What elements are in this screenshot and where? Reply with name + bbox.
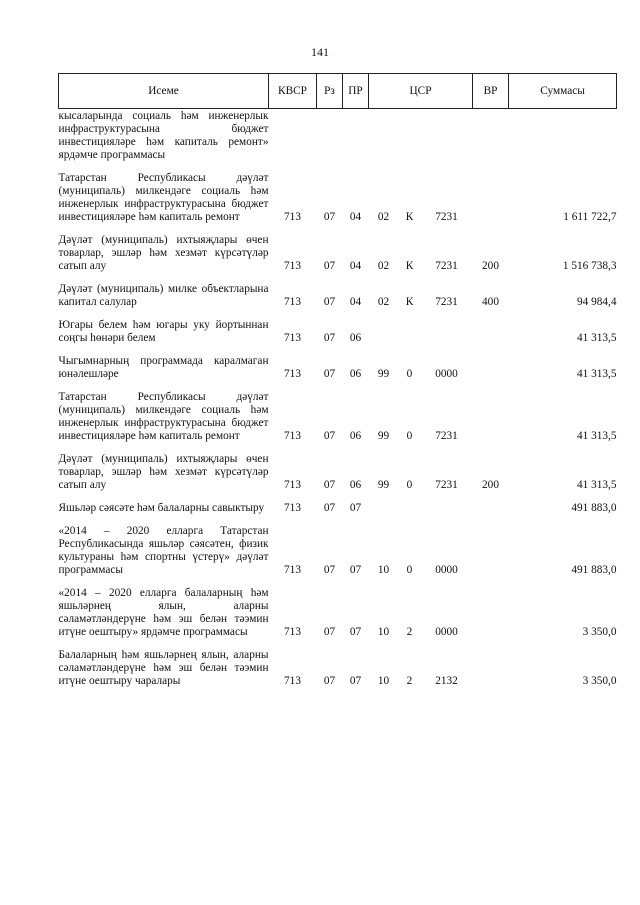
row-kvsr: 713: [284, 296, 301, 308]
row-csr-direction: 7231: [435, 296, 458, 308]
row-spacer: [59, 492, 617, 502]
row-vr: [473, 649, 509, 688]
row-csr-direction: 0000: [435, 564, 458, 576]
row-pr: 04: [349, 211, 362, 223]
row-kvsr: 713: [284, 675, 301, 687]
row-kvsr: 713: [284, 502, 301, 514]
row-rz: 07: [323, 564, 336, 576]
row-sum: 3 350,0: [582, 675, 617, 687]
row-pr: 07: [349, 564, 362, 576]
row-spacer: [59, 381, 617, 391]
row-rz: [317, 109, 343, 163]
row-csr-program: [369, 109, 399, 163]
row-spacer-cell: [59, 309, 617, 319]
row-csr-program: 10: [377, 564, 390, 576]
row-sum: 41 313,5: [576, 479, 617, 491]
row-csr-direction: 7231: [435, 430, 458, 442]
row-spacer-cell: [59, 639, 617, 649]
row-rz: 07: [323, 626, 336, 638]
row-spacer-cell: [59, 224, 617, 234]
row-csr-direction: 0000: [435, 368, 458, 380]
table-row: [59, 502, 617, 515]
table-header-row: [59, 74, 617, 109]
header-vr: ВР: [473, 74, 509, 109]
header-name: Исеме: [59, 74, 269, 109]
page-number: 141: [311, 45, 329, 59]
row-vr: [473, 502, 509, 515]
row-sum: 1 611 722,7: [563, 211, 617, 223]
row-vr: [473, 587, 509, 639]
row-csr-subprogram: 0: [406, 430, 413, 442]
row-csr-direction: 2132: [435, 675, 458, 687]
row-rz: 07: [323, 296, 336, 308]
row-sum: 41 313,5: [576, 368, 617, 380]
row-spacer: [59, 224, 617, 234]
row-csr-direction: 7231: [435, 211, 458, 223]
row-spacer-cell: [59, 443, 617, 453]
row-pr: 06: [349, 479, 362, 491]
row-vr: [473, 172, 509, 224]
row-spacer: [59, 515, 617, 525]
row-csr-program: 99: [377, 430, 390, 442]
row-name: кысаларында социаль һәм инженерлык инфраструктурасына бюджет инвестицияләре һәм капиталь ремонт» ярдәмче программасы: [58, 110, 269, 161]
row-rz: 07: [323, 368, 336, 380]
row-name: Дәүләт (муниципаль) ихтыяҗлары өчен товарлар, эшләр һәм хезмәт күрсәтүләр сатып алу: [58, 234, 269, 272]
table-row: [59, 234, 617, 273]
row-csr-subprogram: К: [405, 211, 414, 223]
row-spacer: [59, 443, 617, 453]
row-kvsr: 713: [284, 479, 301, 491]
row-name: «2014 – 2020 елларга Татарстан Республикасында яшьләр сәясәтен, физик культураны һәм спортны үстерү» дәүләт программасы: [58, 525, 269, 576]
row-kvsr: 713: [284, 430, 301, 442]
row-pr: 04: [349, 260, 362, 272]
row-vr: [473, 319, 509, 345]
header-rz: Рз: [317, 74, 343, 109]
table-row: [59, 172, 617, 224]
row-spacer: [59, 162, 617, 172]
row-csr-subprogram: К: [405, 260, 414, 272]
row-kvsr: 713: [284, 626, 301, 638]
row-spacer: [59, 273, 617, 283]
row-kvsr: 713: [284, 211, 301, 223]
row-sum: 41 313,5: [576, 430, 617, 442]
row-spacer: [59, 639, 617, 649]
row-name: Яшьләр сәясәте һәм балаларны савыктыру: [58, 502, 265, 514]
table-body: [59, 109, 617, 689]
row-name: Татарстан Республикасы дәүләт (муниципаль) милкендәге социаль һәм инженерлык инфраструктурасына бюджет инвестицияләре һәм капиталь ремонт: [58, 391, 269, 442]
row-pr: [343, 109, 369, 163]
table-row: [59, 391, 617, 443]
row-csr-direction: 7231: [435, 479, 458, 491]
row-csr-program: [369, 319, 399, 345]
row-rz: 07: [323, 430, 336, 442]
row-csr-direction: [421, 319, 473, 345]
row-name: «2014 – 2020 елларга балаларның һәм яшьләрнең ялын, аларны сәламәтләндерүне һәм эш белән тәэмин итүне оештыру» ярдәмче программасы: [58, 587, 269, 638]
row-csr-direction: [421, 109, 473, 163]
table-row: [59, 453, 617, 492]
row-csr-direction: 0000: [435, 626, 458, 638]
row-pr: 07: [349, 626, 362, 638]
row-kvsr: 713: [284, 368, 301, 380]
row-csr-subprogram: 0: [406, 368, 413, 380]
row-spacer-cell: [59, 162, 617, 172]
row-vr: [473, 525, 509, 577]
row-csr-direction: [421, 502, 473, 515]
row-pr: 07: [349, 675, 362, 687]
header-sum: Суммасы: [509, 74, 617, 109]
row-sum: 491 883,0: [571, 564, 617, 576]
row-pr: 06: [349, 332, 362, 344]
table-row: [59, 109, 617, 163]
row-vr: 200: [482, 479, 499, 491]
header-kvsr: КВСР: [269, 74, 317, 109]
row-csr-subprogram: 2: [406, 675, 413, 687]
table-row: [59, 587, 617, 639]
row-kvsr: 713: [284, 260, 301, 272]
row-name: Татарстан Республикасы дәүләт (муниципаль) милкендәге социаль һәм инженерлык инфраструктурасына бюджет инвестицияләре һәм капиталь ремонт: [58, 172, 269, 223]
row-name: Югары белем һәм югары уку йортыннан соңгы һөнәри белем: [58, 319, 269, 344]
row-csr-program: 99: [377, 479, 390, 491]
row-csr-program: 02: [377, 260, 390, 272]
header-csr: ЦСР: [369, 74, 473, 109]
header-pr: ПР: [343, 74, 369, 109]
row-csr-subprogram: [399, 502, 421, 515]
row-kvsr: 713: [284, 332, 301, 344]
row-kvsr: [269, 109, 317, 163]
row-csr-program: 99: [377, 368, 390, 380]
row-kvsr: 713: [284, 564, 301, 576]
row-spacer: [59, 577, 617, 587]
row-csr-subprogram: 0: [406, 564, 413, 576]
row-csr-program: 10: [377, 626, 390, 638]
row-vr: 400: [482, 296, 499, 308]
row-rz: 07: [323, 675, 336, 687]
row-csr-direction: 7231: [435, 260, 458, 272]
row-name: Балаларның һәм яшьләрнең ялын, аларны сәламәтләндерүне һәм эш белән тәэмин итүне оештыру чаралары: [58, 649, 269, 687]
row-sum: 41 313,5: [576, 332, 617, 344]
row-spacer-cell: [59, 345, 617, 355]
row-vr: [473, 391, 509, 443]
row-sum: [509, 109, 617, 163]
table-row: [59, 283, 617, 309]
row-vr: [473, 109, 509, 163]
row-csr-subprogram: [399, 109, 421, 163]
row-spacer-cell: [59, 492, 617, 502]
row-csr-subprogram: 0: [406, 479, 413, 491]
row-sum: 1 516 738,3: [562, 260, 617, 272]
row-csr-subprogram: 2: [406, 626, 413, 638]
row-spacer-cell: [59, 381, 617, 391]
row-sum: 3 350,0: [582, 626, 617, 638]
row-csr-program: [369, 502, 399, 515]
row-vr: 200: [482, 260, 499, 272]
table-row: [59, 319, 617, 345]
row-rz: 07: [323, 479, 336, 491]
row-pr: 06: [349, 430, 362, 442]
row-spacer-cell: [59, 273, 617, 283]
row-rz: 07: [323, 260, 336, 272]
row-vr: [473, 355, 509, 381]
row-csr-subprogram: [399, 319, 421, 345]
table-row: [59, 649, 617, 688]
row-sum: 94 984,4: [576, 296, 617, 308]
row-csr-program: 10: [377, 675, 390, 687]
budget-table: [58, 73, 617, 688]
row-sum: 491 883,0: [571, 502, 617, 514]
row-spacer-cell: [59, 515, 617, 525]
row-spacer: [59, 309, 617, 319]
table-row: [59, 355, 617, 381]
row-pr: 06: [349, 368, 362, 380]
row-csr-program: 02: [377, 296, 390, 308]
row-name: Чыгымнарның программада каралмаган юнәлешләре: [58, 355, 269, 380]
table-row: [59, 525, 617, 577]
row-rz: 07: [323, 211, 336, 223]
row-pr: 04: [349, 296, 362, 308]
row-name: Дәүләт (муниципаль) ихтыяҗлары өчен товарлар, эшләр һәм хезмәт күрсәтүләр сатып алу: [58, 453, 269, 491]
row-rz: 07: [323, 332, 336, 344]
row-name: Дәүләт (муниципаль) милке объектларына капитал салулар: [58, 283, 269, 308]
row-pr: 07: [349, 502, 362, 514]
row-spacer: [59, 345, 617, 355]
row-csr-program: 02: [377, 211, 390, 223]
row-rz: 07: [323, 502, 336, 514]
row-csr-subprogram: К: [405, 296, 414, 308]
row-spacer-cell: [59, 577, 617, 587]
